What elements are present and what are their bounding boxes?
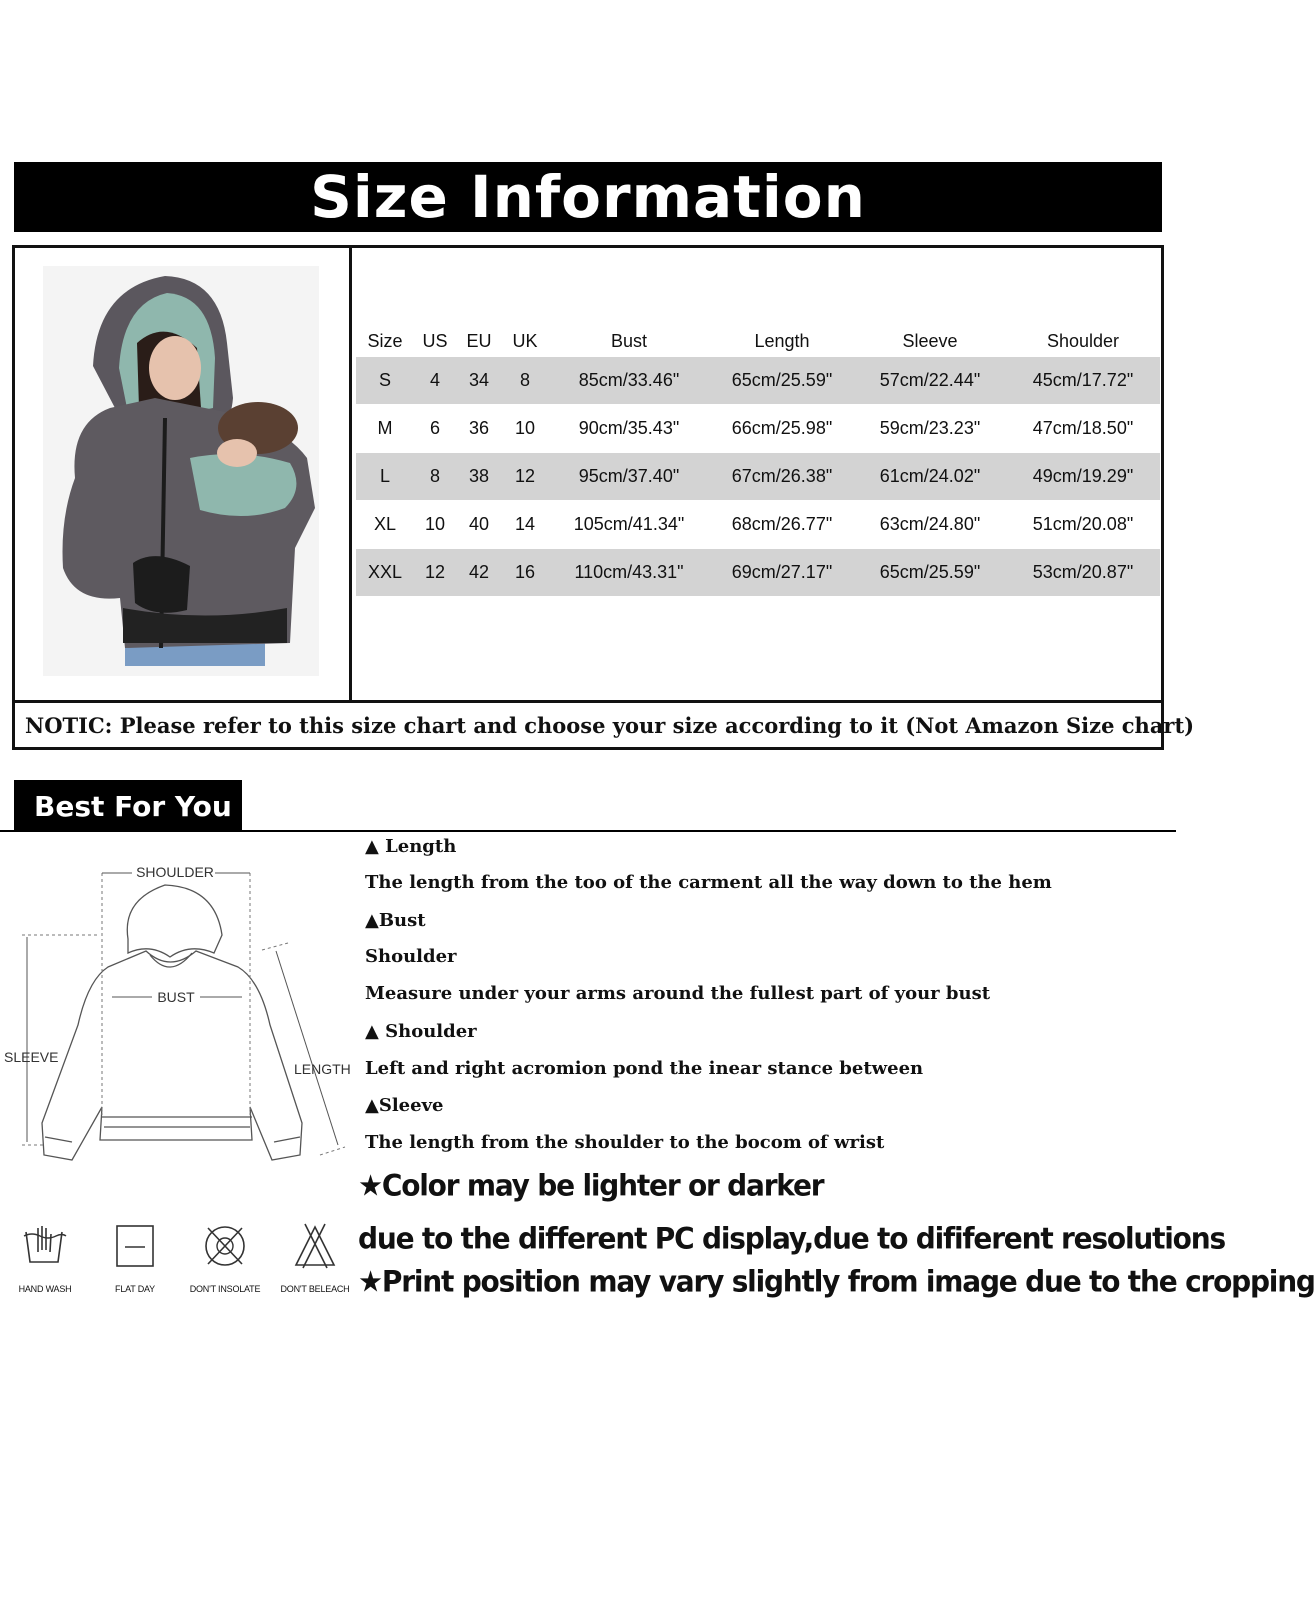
care-label: FLAT DAY bbox=[115, 1284, 155, 1294]
column-header: Bust bbox=[610, 330, 648, 351]
no-sun-icon bbox=[200, 1222, 250, 1270]
care-icons-row bbox=[0, 1222, 356, 1312]
table-cell: 95cm/37.40" bbox=[548, 453, 710, 501]
table-cell: XL bbox=[356, 501, 414, 549]
table-cell: 4 bbox=[414, 357, 456, 405]
table-cell: 49cm/19.29" bbox=[1006, 453, 1160, 501]
product-photo bbox=[15, 248, 349, 700]
table-header-row bbox=[356, 325, 1160, 357]
column-header: Shoulder bbox=[1046, 330, 1120, 351]
page-title: Size Information bbox=[310, 163, 866, 231]
column-header: UK bbox=[512, 330, 538, 351]
table-row bbox=[356, 549, 1160, 597]
print-position-note: ★Print position may vary slightly from image due to the cropping bbox=[358, 1264, 1315, 1299]
table-cell: 36 bbox=[456, 405, 502, 453]
section-title: Best For You bbox=[34, 789, 232, 823]
length-label: LENGTH bbox=[294, 1061, 351, 1077]
sleeve-label: SLEEVE bbox=[4, 1049, 59, 1065]
bust-description: Measure under your arms around the fullest part of your bust bbox=[365, 983, 991, 1004]
table-cell: 42 bbox=[456, 549, 502, 597]
shoulder-heading: ▲ Shoulder bbox=[365, 1021, 477, 1042]
column-header: Sleeve bbox=[902, 330, 958, 351]
table-cell: 45cm/17.72" bbox=[1006, 357, 1160, 405]
hoodie-measurement-diagram bbox=[0, 855, 356, 1195]
size-information-banner bbox=[14, 162, 1162, 232]
table-cell: XXL bbox=[356, 549, 414, 597]
table-cell: 34 bbox=[456, 357, 502, 405]
table-cell: 6 bbox=[414, 405, 456, 453]
table-cell: 57cm/22.44" bbox=[854, 357, 1006, 405]
table-cell: 12 bbox=[502, 453, 548, 501]
table-cell: 38 bbox=[456, 453, 502, 501]
table-cell: L bbox=[356, 453, 414, 501]
table-cell: 14 bbox=[502, 501, 548, 549]
table-row bbox=[356, 501, 1160, 549]
size-table bbox=[356, 325, 1160, 597]
table-cell: 65cm/25.59" bbox=[710, 357, 854, 405]
column-header: Size bbox=[367, 330, 403, 351]
table-cell: 8 bbox=[502, 357, 548, 405]
column-header: US bbox=[422, 330, 448, 351]
notice-text: NOTIC: Please refer to this size chart and choose your size according to it (Not Amazon Size chart) bbox=[25, 712, 1195, 738]
shoulder-label: SHOULDER bbox=[136, 864, 214, 880]
table-cell: 110cm/43.31" bbox=[548, 549, 710, 597]
length-heading: ▲ Length bbox=[365, 836, 457, 857]
shoulder-text: Shoulder bbox=[365, 946, 457, 967]
column-header: Length bbox=[754, 330, 810, 351]
dont-bleach-item bbox=[270, 1222, 360, 1294]
color-note: ★Color may be lighter or darker bbox=[358, 1168, 824, 1203]
table-cell: 10 bbox=[414, 501, 456, 549]
product-photo-panel bbox=[15, 248, 352, 700]
hand-wash-item bbox=[0, 1222, 90, 1294]
care-label: DON'T INSOLATE bbox=[189, 1284, 261, 1294]
display-note: due to the different PC display,due to dififerent resolutions bbox=[358, 1221, 1225, 1256]
shoulder-description: Left and right acromion pond the inear stance between bbox=[365, 1058, 924, 1079]
flat-dry-item bbox=[90, 1222, 180, 1294]
table-cell: 53cm/20.87" bbox=[1006, 549, 1160, 597]
bust-heading: ▲Bust bbox=[365, 910, 426, 931]
table-cell: 61cm/24.02" bbox=[854, 453, 1006, 501]
table-cell: 12 bbox=[414, 549, 456, 597]
table-cell: 85cm/33.46" bbox=[548, 357, 710, 405]
table-cell: 63cm/24.80" bbox=[854, 501, 1006, 549]
sleeve-description: The length from the shoulder to the bocom of wrist bbox=[365, 1132, 885, 1153]
table-cell: 105cm/41.34" bbox=[548, 501, 710, 549]
care-label: DON'T BELEACH bbox=[280, 1284, 350, 1294]
table-cell: 65cm/25.59" bbox=[854, 549, 1006, 597]
sleeve-heading: ▲Sleeve bbox=[365, 1095, 444, 1116]
table-row bbox=[356, 357, 1160, 405]
table-cell: 68cm/26.77" bbox=[710, 501, 854, 549]
table-cell: 90cm/35.43" bbox=[548, 405, 710, 453]
section-divider bbox=[0, 830, 1176, 832]
flat-dry-icon bbox=[110, 1222, 160, 1270]
hand-wash-icon bbox=[20, 1222, 70, 1270]
length-description: The length from the too of the carment all the way down to the hem bbox=[365, 872, 1052, 893]
column-header: EU bbox=[466, 330, 492, 351]
table-cell: 10 bbox=[502, 405, 548, 453]
table-cell: 16 bbox=[502, 549, 548, 597]
table-cell: 59cm/23.23" bbox=[854, 405, 1006, 453]
table-cell: S bbox=[356, 357, 414, 405]
table-cell: 40 bbox=[456, 501, 502, 549]
table-row bbox=[356, 405, 1160, 453]
care-label: HAND WASH bbox=[18, 1284, 72, 1294]
best-for-you-tab bbox=[14, 780, 242, 832]
no-bleach-icon bbox=[290, 1222, 340, 1270]
table-cell: 8 bbox=[414, 453, 456, 501]
table-cell: 67cm/26.38" bbox=[710, 453, 854, 501]
table-cell: 69cm/27.17" bbox=[710, 549, 854, 597]
size-notice bbox=[15, 700, 1195, 747]
table-cell: 66cm/25.98" bbox=[710, 405, 854, 453]
bust-label: BUST bbox=[157, 989, 195, 1005]
table-cell: 51cm/20.08" bbox=[1006, 501, 1160, 549]
table-cell: 47cm/18.50" bbox=[1006, 405, 1160, 453]
table-cell: M bbox=[356, 405, 414, 453]
table-row bbox=[356, 453, 1160, 501]
dont-insolate-item bbox=[180, 1222, 270, 1294]
